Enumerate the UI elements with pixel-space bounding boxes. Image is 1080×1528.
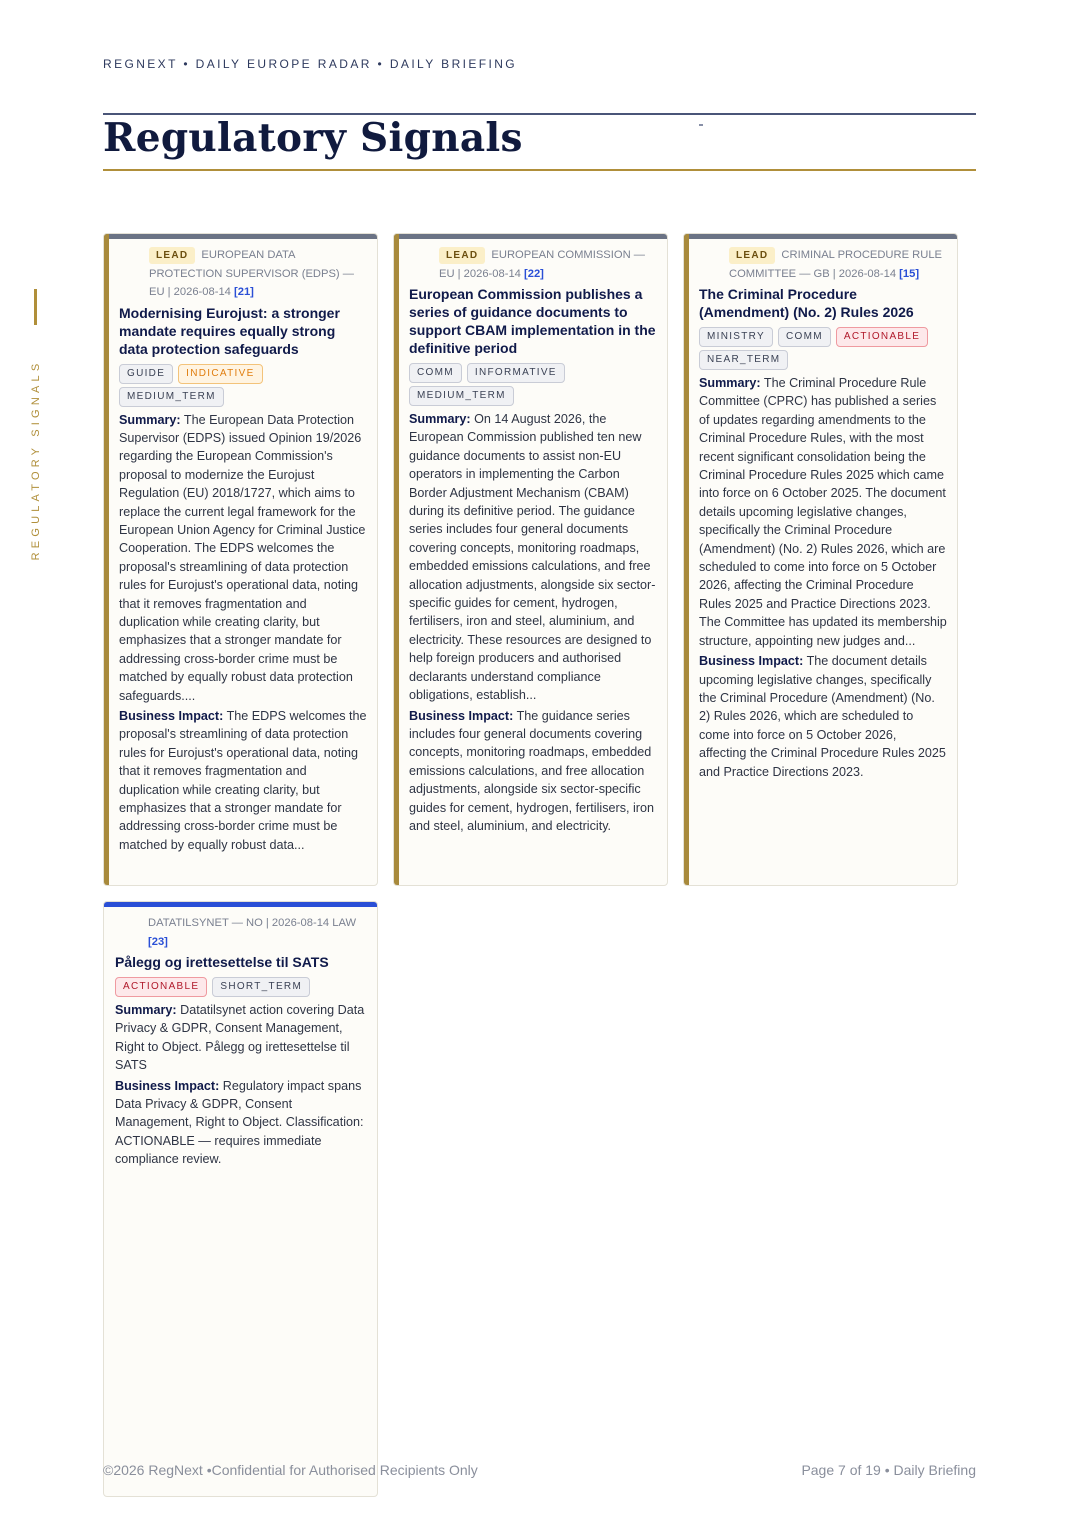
card-top-bar [684,234,957,239]
impact-label: Business Impact: [119,709,224,723]
side-section-label: REGULATORY SIGNALS [30,359,42,561]
impact-text: The EDPS welcomes the proposal's streamlining of data protection rules for Eurojust's operational data, noting that it removes fragmentation and duplication while creating clarity, but emphasizes that a stronger mandate for addressing cross-border crime must be matched by equally robust data... [119,709,367,852]
impact-label: Business Impact: [115,1078,220,1093]
page-title: Regulatory Signals [103,115,523,161]
lead-badge: LEAD [729,247,775,264]
footer-copyright: ©2026 RegNext •Confidential for Authorised Recipients Only [103,1462,478,1478]
card-meta [409,246,657,283]
lead-badge: LEAD [149,247,195,264]
lead-badge: LEAD [439,247,485,264]
tag-comm: COMM [409,363,462,383]
summary-text: On 14 August 2026, the European Commission published ten new guidance documents to assist non-EU operators in implementing the Carbon Border Adjustment Mechanism (CBAM) during its definitive period. The guidance series includes four general documents covering concepts, monitoring roadmaps, embedded emissions calculations, and free allocation adjustments, alongside six sector-specific guides for cement, hydrogen, fertilisers, iron and steel, aluminium, and electricity. These resources are designed to help foreign producers and authorised declarants understand compliance obligations, establish... [409,412,656,703]
card-tags [119,361,367,407]
card-tags [699,324,947,370]
card-left-bar [394,234,399,885]
impact-label: Business Impact: [409,708,514,723]
summary-text: The European Data Protection Supervisor (EDPS) issued Opinion 19/2026 regarding the European Commission's proposal to modernize the Eurojust Regulation (EU) 2018/1727, which aims to replace the current legal framework for the European Union Agency for Criminal Justice Cooperation. The EDPS welcomes the proposal's streamlining of data protection rules for Eurojust's operational data, noting that it removes fragmentation and duplication while creating clarity, but emphasizes that a stronger mandate for addressing cross-border crime must be matched by equally robust data protection safeguards.... [119,412,366,703]
impact-text: Regulatory impact spans Data Privacy & GDPR, Consent Management, Right to Object. Classification: ACTIONABLE — requires immediate compliance review. [115,1078,364,1167]
summary-label: Summary: [115,1003,177,1017]
card-left-bar [104,234,109,885]
summary-label: Summary: [409,412,471,426]
card-source: EUROPEAN COMMISSION — EU | 2026-08-14 [439,249,645,280]
signal-card-1 [103,233,378,886]
title-rule-bottom [103,169,976,171]
signal-card-3 [683,233,958,886]
card-summary [699,374,947,650]
side-accent-bar [34,289,37,325]
tag-comm: COMM [778,327,831,347]
tag-guide: GUIDE [119,364,173,384]
header-topline: REGNEXT • DAILY EUROPE RADAR • DAILY BRIEFING [103,57,518,71]
footer-page-number: Page 7 of 19 • Daily Briefing [801,1462,976,1478]
card-business-impact [409,707,657,836]
card-top-bar [104,902,377,907]
card-summary [119,411,367,706]
impact-text: The document details upcoming legislative changes, specifically the Criminal Procedure (Amendment) (No. 2) Rules 2026, which are scheduled to come into force on 5 October 2026, affecting the Criminal Procedure Rules 2025 and Practice Directions 2023. [699,654,946,779]
card-business-impact [119,707,367,854]
tag-short-term: SHORT_TERM [212,977,310,997]
card-meta [115,914,367,951]
card-business-impact [115,1077,367,1169]
card-summary [409,410,657,705]
card-left-bar [684,234,689,885]
card-business-impact [699,652,947,781]
card-title[interactable]: The Criminal Procedure (Amendment) (No. 2) Rules 2026 [699,286,914,320]
impact-text: The guidance series includes four general documents covering concepts, monitoring roadmaps, embedded emissions calculations, and free allocation adjustments, alongside six sector-specific guides for cement, hydrogen, fertilisers, iron and steel, aluminium, and electricity. [409,708,654,833]
signal-card-2 [393,233,668,886]
card-reference-link[interactable]: [23] [148,935,168,948]
card-meta [699,246,947,283]
card-reference-link[interactable]: [21] [234,286,254,298]
summary-label: Summary: [119,412,181,427]
summary-text: The Criminal Procedure Rule Committee (CPRC) has published a series of updates regarding amendments to the Criminal Procedure Rules, with the most recent significant consolidation being the Criminal Procedure Rules 2025 which came into force on 6 October 2025. The document details upcoming legislative changes, specifically the Criminal Procedure (Amendment) (No. 2) Rules 2026, which are scheduled to come into force on 5 October 2026, affecting the Criminal Procedure Rules 2025 and Practice Directions 2023. The Committee has updated its membership structure, appointing new judges and... [699,376,947,648]
card-reference-link[interactable]: [22] [524,267,544,280]
card-source: CRIMINAL PROCEDURE RULE COMMITTEE — GB | 2026-08-14 [729,249,943,280]
card-summary [115,1001,367,1075]
card-title[interactable]: Pålegg og irettesettelse til SATS [115,954,329,970]
tag-ministry: MINISTRY [699,327,773,347]
tag-informative: INFORMATIVE [467,363,565,383]
card-top-bar [394,234,667,239]
tag-medium-term: MEDIUM_TERM [409,386,514,406]
card-source: DATATILSYNET — NO | 2026-08-14 LAW [148,917,357,929]
card-meta [119,246,367,302]
impact-label: Business Impact: [699,654,804,669]
tag-actionable: ACTIONABLE [836,327,928,347]
tag-actionable: ACTIONABLE [115,977,207,997]
title-dot [699,124,703,126]
tag-near-term: NEAR_TERM [699,350,788,370]
summary-text: Datatilsynet action covering Data Privacy & GDPR, Consent Management, Right to Object. Pålegg og irettesettelse til SATS [115,1003,365,1073]
card-title[interactable]: European Commission publishes a series of guidance documents to support CBAM implementation in the definitive period [409,286,656,356]
card-top-bar [104,234,377,239]
card-tags [409,360,657,406]
card-reference-link[interactable]: [15] [899,267,920,280]
signal-card-4 [103,901,378,1497]
tag-medium-term: MEDIUM_TERM [119,387,224,407]
card-source: EUROPEAN DATA PROTECTION SUPERVISOR (EDPS) — EU | 2026-08-14 [149,249,354,298]
card-tags [115,974,367,997]
summary-label: Summary: [699,376,761,390]
tag-indicative: INDICATIVE [178,364,262,384]
card-title[interactable]: Modernising Eurojust: a stronger mandate requires equally strong data protection safeguards [119,304,340,357]
